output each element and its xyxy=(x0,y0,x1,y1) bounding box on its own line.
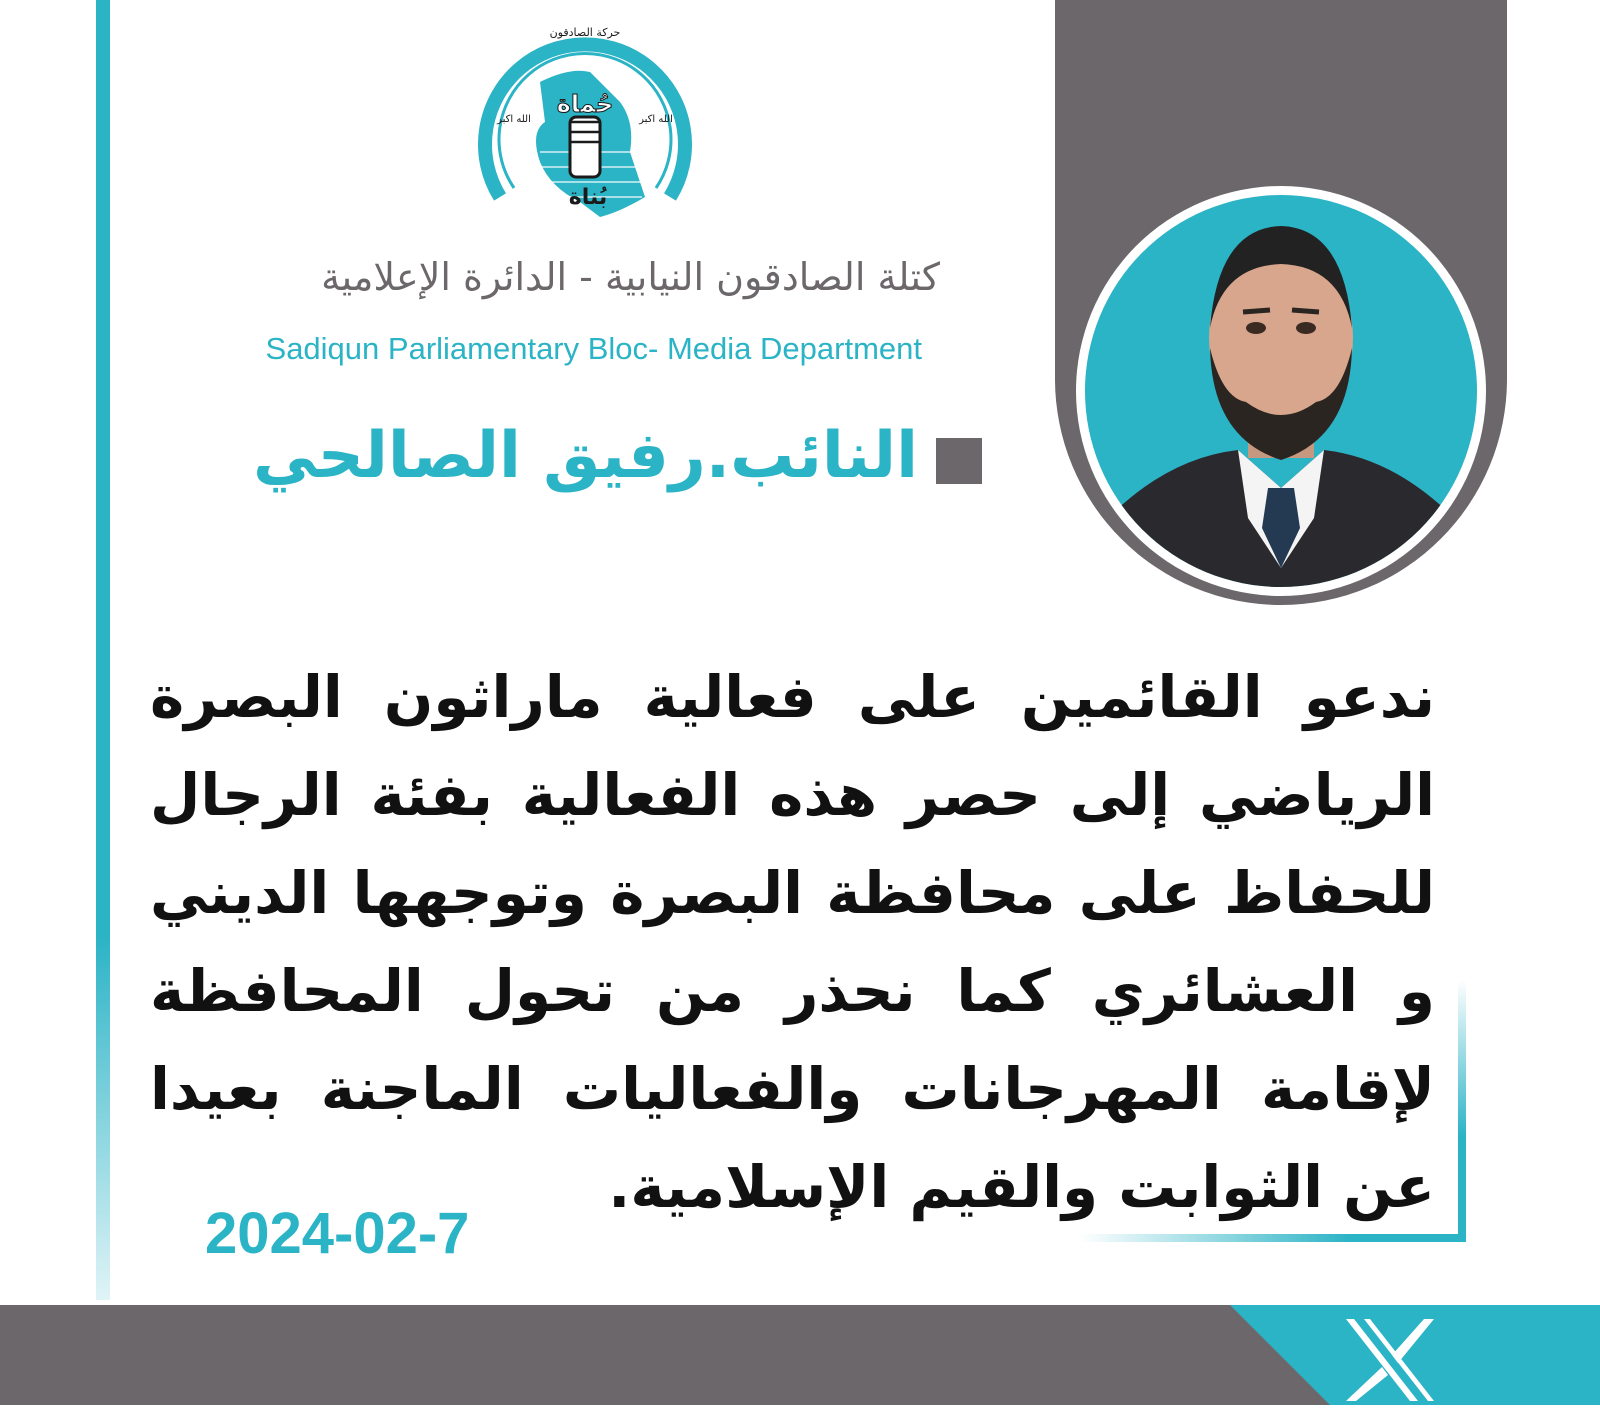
left-accent-bar xyxy=(96,0,110,1300)
statement-frame-horizontal xyxy=(1080,1234,1466,1242)
logo-ring-text-top: حركة الصادقون xyxy=(549,26,621,39)
movement-emblem-icon xyxy=(470,12,700,242)
mp-portrait xyxy=(1078,188,1484,594)
bloc-name-arabic: كتلة الصادقون النيابية - الدائرة الإعلامية xyxy=(321,255,940,299)
logo-ring-text-left: الله اكبر xyxy=(497,114,531,125)
bloc-logo xyxy=(470,12,700,242)
statement-date: 2024-02-7 xyxy=(205,1201,470,1266)
title-marker xyxy=(936,438,982,484)
logo-word-bottom: بُناة xyxy=(568,185,608,210)
logo-ring-text-right: الله اكبر xyxy=(639,114,673,125)
footer-bar xyxy=(0,1305,1600,1405)
statement-text: ندعو القائمين على فعالية ماراثون البصرة الرياضي إلى حصر هذه الفعالية بفئة الرجال للحفاظ على محافظة البصرة وتوجهها الديني و العشائري كما نحذر من تحول المحافظة لإقامة المهرجانات والفعاليات الماجنة بعيدا عن الثوابت والقيم الإسلامية. xyxy=(150,663,1435,1221)
logo-word-top: حُماة xyxy=(556,90,614,118)
mp-name: النائب.رفيق الصالحي xyxy=(252,419,918,493)
statement-frame-vertical xyxy=(1458,980,1466,1242)
bloc-name-english: Sadiqun Parliamentary Bloc- Media Department xyxy=(265,331,922,366)
mp-portrait-photo xyxy=(1078,188,1484,594)
x-logo-icon[interactable] xyxy=(1340,1315,1440,1405)
bottom-strip xyxy=(0,1405,1600,1420)
